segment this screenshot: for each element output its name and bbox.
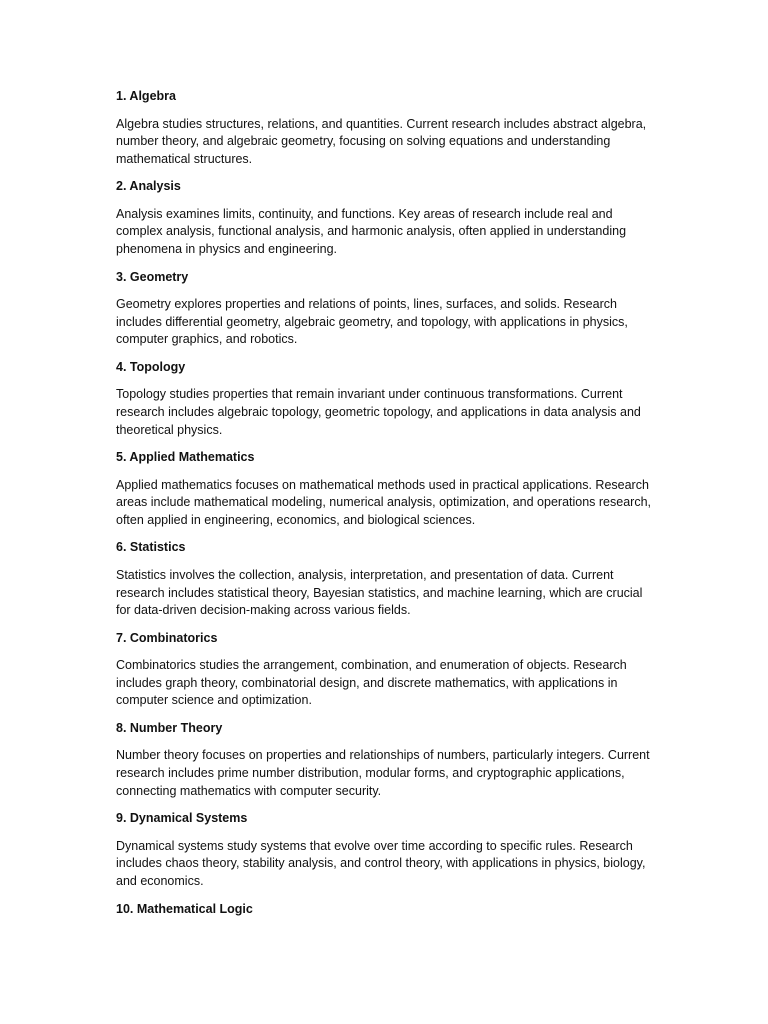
section-statistics (116, 539, 656, 619)
section-heading: 6. Statistics (116, 540, 186, 555)
section-paragraph: Combinatorics studies the arrangement, combination, and enumeration of objects. Research includes graph theory, combinatorial design, and discrete mathematics, with applications in computer science and optimization. (116, 658, 627, 708)
section-paragraph: Dynamical systems study systems that evolve over time according to specific rules. Research includes chaos theory, stability analysis, and control theory, with applications in physics, biology, and economics. (116, 838, 646, 888)
section-paragraph: Number theory focuses on properties and relationships of numbers, particularly integers. Current research includes prime number distribution, modular forms, and cryptographic applications, connecting mathematics with computer security. (116, 748, 650, 798)
section-paragraph: Geometry explores properties and relations of points, lines, surfaces, and solids. Research includes differential geometry, algebraic geometry, and topology, with applications in physics, computer graphics, and robotics. (116, 297, 628, 347)
section-heading: 7. Combinatorics (116, 630, 218, 645)
section-paragraph: Analysis examines limits, continuity, and functions. Key areas of research include real and complex analysis, functional analysis, and harmonic analysis, often applied in understanding phenomena in physics and engineering. (116, 206, 627, 256)
section-heading: 10. Mathematical Logic (116, 901, 253, 916)
section-paragraph: Algebra studies structures, relations, and quantities. Current research includes abstract algebra, number theory, and algebraic geometry, focusing on solving equations and understanding mathematical structures. (116, 116, 647, 166)
section-heading: 4. Topology (116, 359, 186, 374)
section-heading: 5. Applied Mathematics (116, 450, 255, 465)
section-heading: 1. Algebra (116, 89, 176, 103)
document-page (116, 88, 656, 928)
section-heading: 9. Dynamical Systems (116, 811, 248, 826)
section-heading: 3. Geometry (116, 269, 189, 284)
section-dynamical-systems (116, 810, 656, 890)
section-number-theory (116, 720, 656, 800)
section-applied-mathematics (116, 449, 656, 529)
section-heading: 2. Analysis (116, 179, 181, 194)
section-analysis (116, 178, 656, 258)
section-topology (116, 359, 656, 439)
section-heading: 8. Number Theory (116, 720, 223, 735)
section-paragraph: Statistics involves the collection, analysis, interpretation, and presentation of data. Current research includes statistical theory, Bayesian statistics, and machine learning, which are crucial for data-driven decision-making across various fields. (116, 567, 643, 618)
section-combinatorics (116, 630, 656, 710)
section-geometry (116, 269, 656, 349)
section-algebra (116, 88, 656, 168)
section-paragraph: Applied mathematics focuses on mathematical methods used in practical applications. Research areas include mathematical modeling, numerical analysis, optimization, and operations research, often applied in engineering, economics, and biological sciences. (116, 477, 651, 527)
section-mathematical-logic (116, 901, 656, 919)
section-paragraph: Topology studies properties that remain invariant under continuous transformations. Current research includes algebraic topology, geometric topology, and applications in data analysis and theoretical physics. (116, 387, 641, 437)
